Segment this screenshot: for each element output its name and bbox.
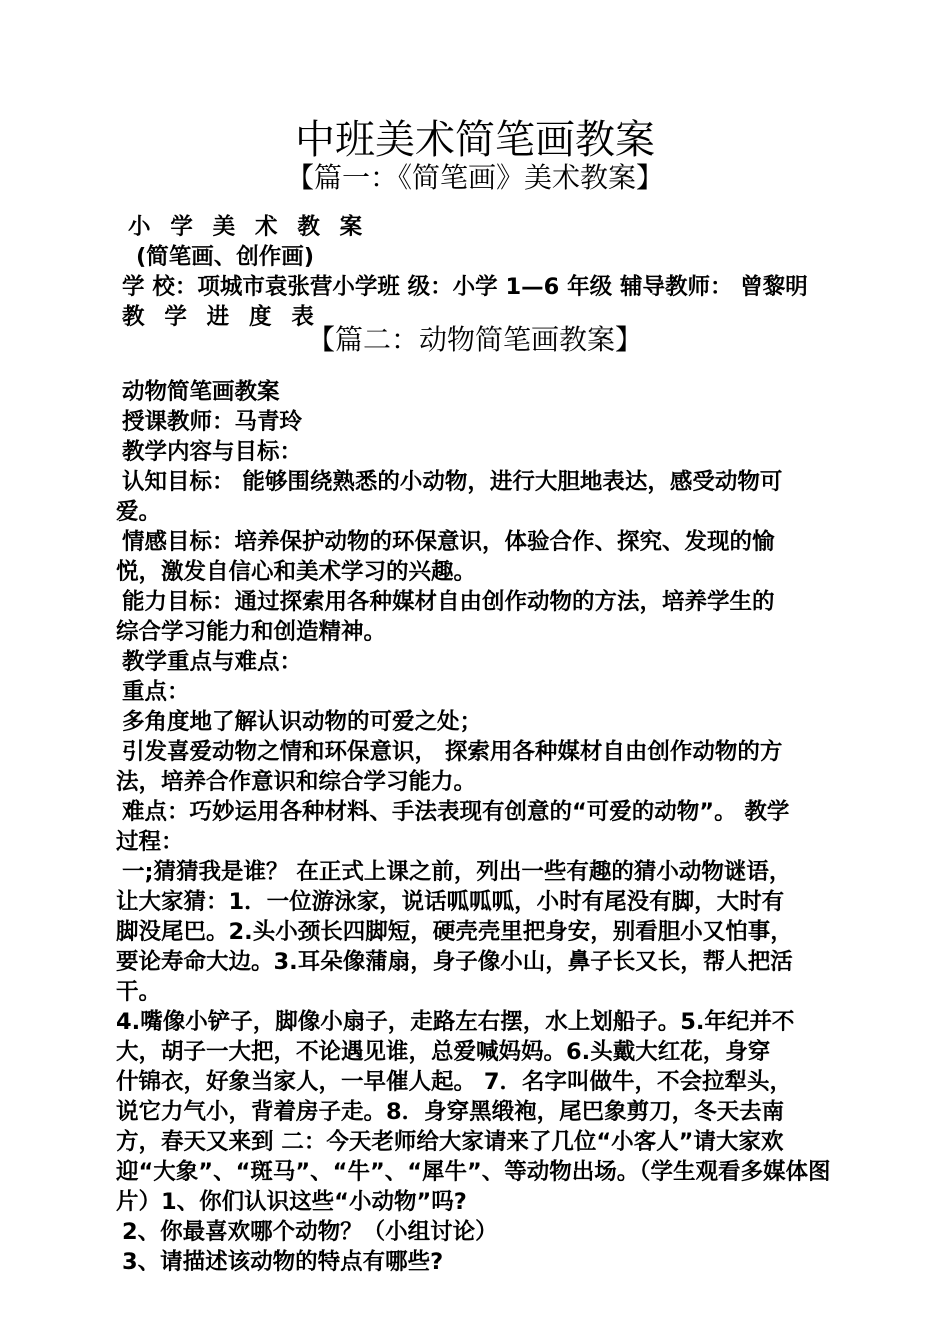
text-line: 大，胡子一大把，不论遇见谁，总爱喊妈妈。6.头戴大红花，身穿 — [116, 1039, 771, 1065]
text-line: 情感目标：培养保护动物的环保意识，体验合作、探究、发现的愉 — [122, 529, 775, 555]
text-line: 重点： — [122, 679, 190, 705]
document-title: 中班美术简笔画教案 — [295, 117, 655, 163]
text-line: 方，春天又来到 二：今天老师给大家请来了几位“小客人”请大家欢 — [116, 1129, 784, 1155]
text-line: 学 校：项城市袁张营小学班 级：小学 1—6 年级 辅导教师： 曾黎明 — [122, 274, 808, 300]
text-line: 教 学 进 度 表 — [122, 304, 320, 330]
text-line: 干。 — [116, 979, 162, 1005]
text-line: 动物简笔画教案 — [122, 379, 280, 405]
text-line: 爱。 — [116, 499, 162, 525]
text-line: 能力目标：通过探索用各种媒材自由创作动物的方法，培养学生的 — [122, 589, 775, 615]
text-line: 认知目标： 能够围绕熟悉的小动物，进行大胆地表达，感受动物可 — [122, 469, 783, 495]
section-heading-2: 【篇二：动物简笔画教案】 — [306, 323, 643, 356]
text-line: 过程： — [116, 829, 184, 855]
text-line: 说它力气小，背着房子走。8．身穿黑缎袍，尾巴象剪刀，冬天去南 — [116, 1099, 785, 1125]
text-line: 什锦衣，好象当家人，一早催人起。 7．名字叫做牛，不会拉犁头， — [116, 1069, 792, 1095]
text-line: 片）1、你们认识这些“小动物”吗? — [116, 1189, 467, 1215]
text-line: 法，培养合作意识和综合学习能力。 — [116, 769, 477, 795]
text-line: 教学内容与目标： — [122, 439, 303, 465]
text-line: 综合学习能力和创造精神。 — [116, 619, 387, 645]
text-line: 脚没尾巴。2.头小颈长四脚短，硬壳壳里把身安，别看胆小又怕事， — [116, 919, 793, 945]
text-line: 引发喜爱动物之情和环保意识， 探索用各种媒材自由创作动物的方 — [122, 739, 783, 765]
section-2-body — [116, 377, 836, 1277]
text-line: 悦，激发自信心和美术学习的兴趣。 — [116, 559, 477, 585]
text-line: (简笔画、创作画) — [136, 244, 315, 270]
text-line: 多角度地了解认识动物的可爱之处； — [122, 709, 483, 735]
text-line: 小 学 美 术 教 案 — [128, 214, 369, 240]
text-line: 迎“大象”、“斑马”、“牛”、“犀牛”、等动物出场。（学生观看多媒体图 — [116, 1159, 831, 1185]
text-line: 4.嘴像小铲子，脚像小扇子，走路左右摆，水上划船子。5.年纪并不 — [116, 1009, 795, 1035]
section-1-body — [116, 212, 836, 332]
text-line: 2、你最喜欢哪个动物？（小组讨论） — [122, 1219, 498, 1245]
section-heading-1: 【篇一：《简笔画》美术教案】 — [285, 161, 664, 194]
text-line: 3、请描述该动物的特点有哪些? — [122, 1249, 444, 1275]
text-line: 一;猜猜我是谁？ 在正式上课之前，列出一些有趣的猜小动物谜语， — [122, 859, 792, 885]
text-line: 让大家猜：1．一位游泳家，说话呱呱呱，小时有尾没有脚，大时有 — [116, 889, 785, 915]
text-line: 要论寿命大边。3.耳朵像蒲扇，身子像小山，鼻子长又长，帮人把活 — [116, 949, 793, 975]
text-line: 教学重点与难点： — [122, 649, 303, 675]
text-line: 难点：巧妙运用各种材料、手法表现有创意的“可爱的动物”。 教学 — [122, 799, 790, 825]
text-line: 授课教师：马青玲 — [122, 409, 303, 435]
